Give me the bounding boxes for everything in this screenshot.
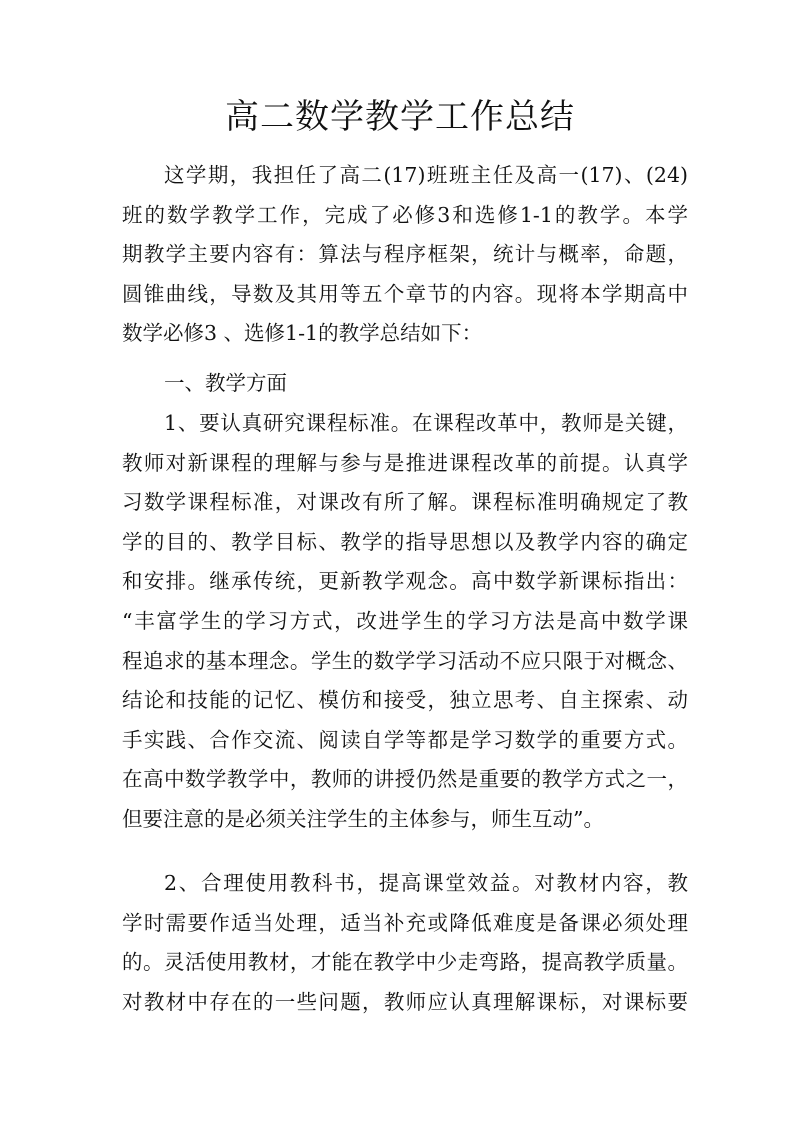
text-line: 这学期，我担任了高二(17)班班主任及高一(17)、(24) xyxy=(164,163,688,187)
point-1-paragraph xyxy=(122,404,688,840)
text-line: 手实践、合作交流、阅读自学等都是学习数学的重要方式。 xyxy=(122,727,688,752)
text-line: 期教学主要内容有：算法与程序框架，统计与概率，命题， xyxy=(122,242,688,267)
text-line: 但要注意的是必须关注学生的主体参与，师生互动”。 xyxy=(122,806,604,831)
text-line: 对教材中存在的一些问题，教师应认真理解课标，对课标要 xyxy=(122,989,688,1014)
text-line: “丰富学生的学习方式，改进学生的学习方法是高中数学课 xyxy=(122,608,688,633)
text-line: 班的数学教学工作，完成了必修3和选修1-1的教学。本学 xyxy=(122,202,688,227)
intro-paragraph xyxy=(122,156,688,354)
text-line: 1、要认真研究课程标准。在课程改革中，教师是关键， xyxy=(164,411,688,435)
text-line: 2、合理使用教科书，提高课堂效益。对教材内容，教 xyxy=(164,871,688,895)
text-line: 程追求的基本理念。学生的数学学习活动不应只限于对概念、 xyxy=(122,648,688,673)
text-line: 和安排。继承传统，更新教学观念。高中数学新课标指出： xyxy=(122,569,688,594)
text-line: 的。灵活使用教材，才能在教学中少走弯路，提高教学质量。 xyxy=(122,950,688,975)
point-2-paragraph xyxy=(122,864,688,1022)
text-line: 圆锥曲线，导数及其用等五个章节的内容。现将本学期高中 xyxy=(122,281,688,306)
document-title: 高二数学教学工作总结 xyxy=(225,97,575,137)
text-line: 在高中数学教学中，教师的讲授仍然是重要的教学方式之一， xyxy=(122,767,688,792)
text-line: 数学必修3 、选修1-1的教学总结如下： xyxy=(122,321,483,346)
text-line: 习数学课程标准，对课改有所了解。课程标准明确规定了教 xyxy=(122,490,688,515)
text-line: 教师对新课程的理解与参与是推进课程改革的前提。认真学 xyxy=(122,450,688,475)
section-heading: 一、教学方面 xyxy=(164,371,287,395)
text-line: 学的目的、教学目标、教学的指导思想以及教学内容的确定 xyxy=(122,529,688,554)
text-line: 结论和技能的记忆、模仿和接受，独立思考、自主探索、动 xyxy=(122,688,688,713)
text-line: 学时需要作适当处理，适当补充或降低难度是备课必须处理 xyxy=(122,910,688,935)
